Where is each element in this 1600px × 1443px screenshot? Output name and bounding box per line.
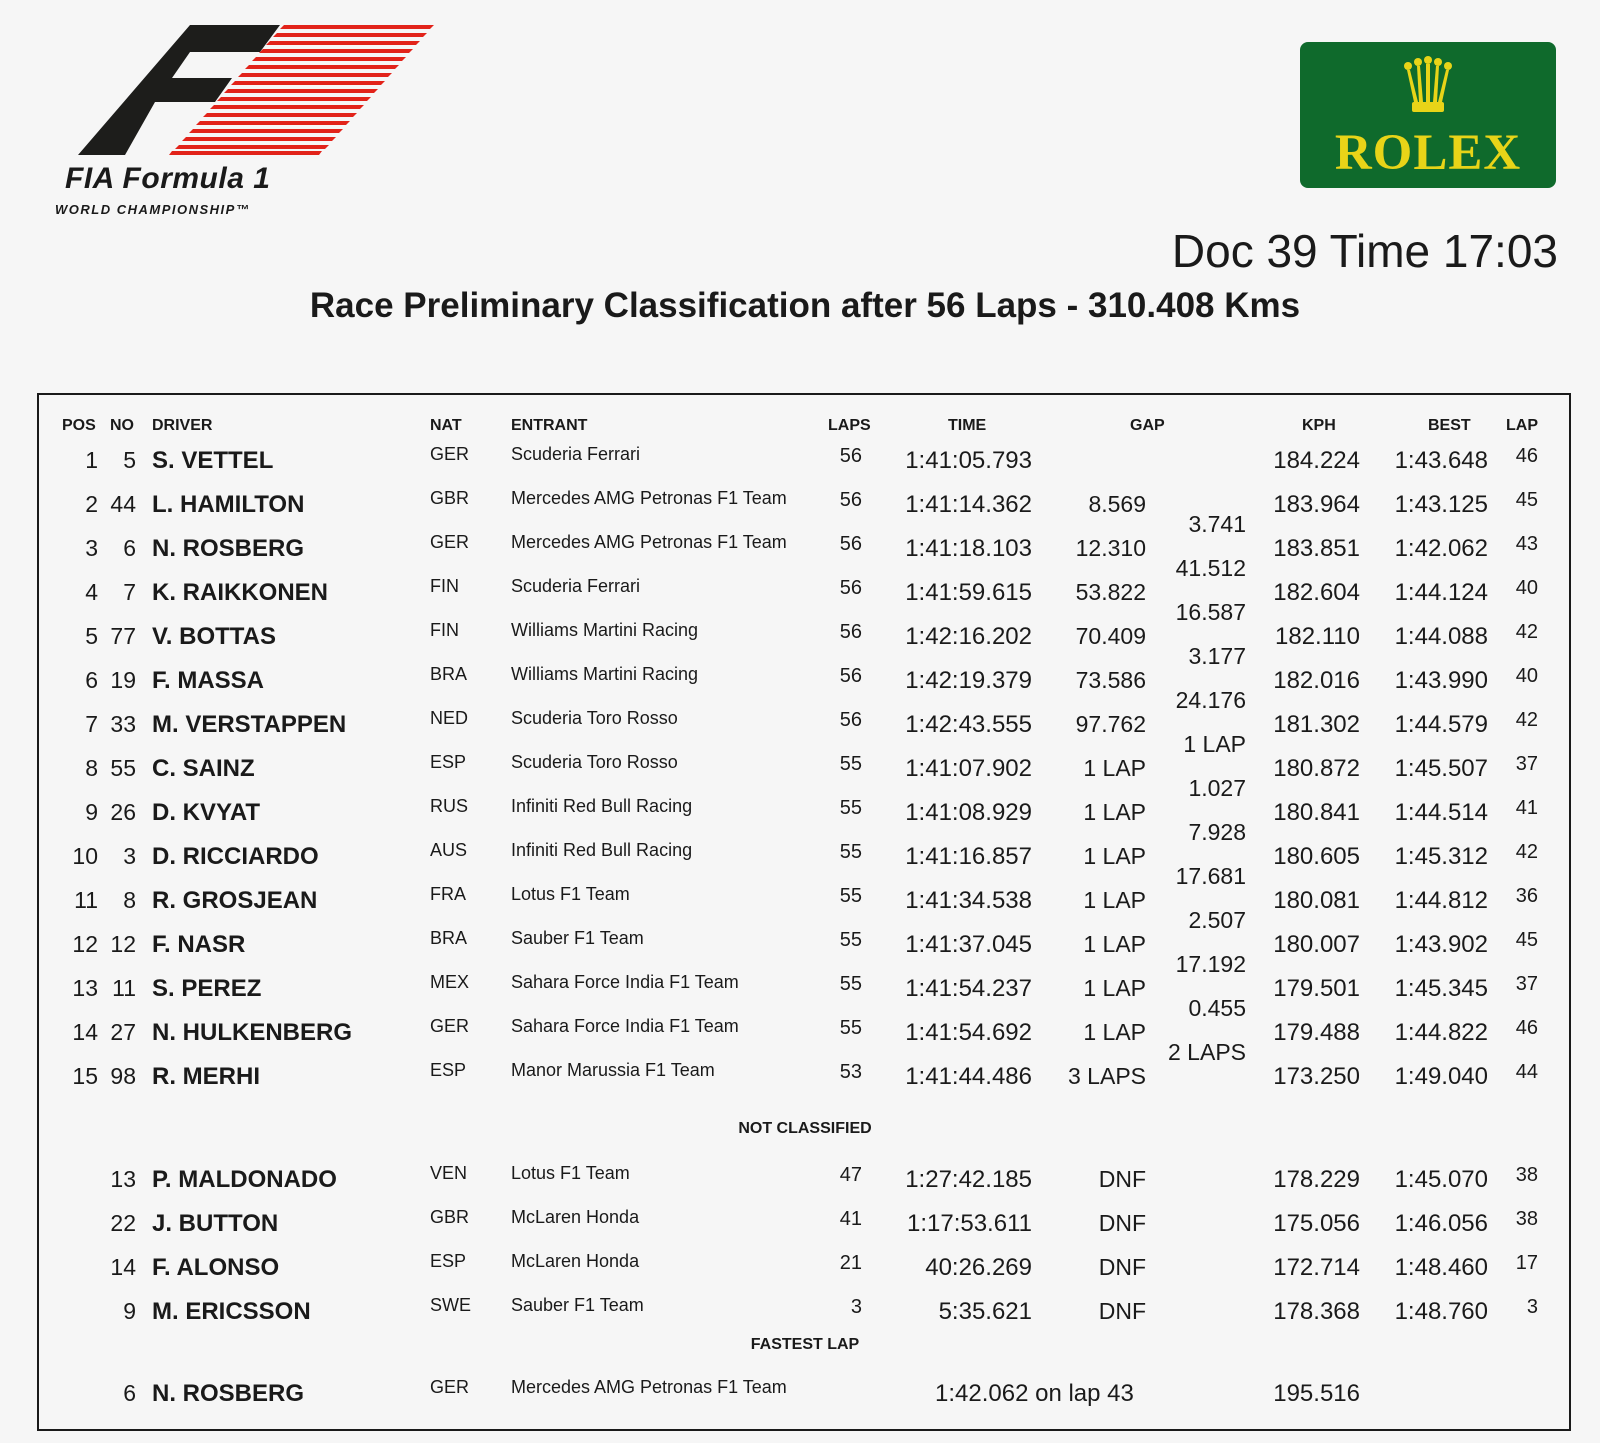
driver-cell: F. ALONSO: [152, 1254, 280, 1281]
gap-cell: 1 LAP: [1083, 1019, 1146, 1045]
best-lap-cell: 1:49.040: [1394, 1063, 1488, 1090]
lap-number-cell: 41: [1515, 797, 1538, 819]
laps-cell: 55: [839, 841, 862, 863]
col-gap-header: GAP: [1130, 417, 1165, 434]
best-lap-cell: 1:48.760: [1394, 1298, 1488, 1325]
interval-cell: 1 LAP: [1183, 731, 1246, 757]
driver-cell: K. RAIKKONEN: [152, 579, 329, 606]
table-row: [0, 837, 1600, 889]
fastest-lap-heading: FASTEST LAP: [750, 1336, 860, 1353]
interval-cell: 41.512: [1175, 555, 1246, 581]
interval-cell: 3.177: [1188, 643, 1246, 669]
entrant-cell: Mercedes AMG Petronas F1 Team: [511, 532, 787, 552]
col-best-header: BEST: [1428, 417, 1471, 434]
lap-number-cell: 42: [1515, 841, 1538, 863]
time-cell: 1:41:05.793: [905, 447, 1032, 474]
nationality-cell: VEN: [430, 1163, 468, 1183]
lap-number-cell: 45: [1515, 489, 1538, 511]
kph-cell: 182.604: [1273, 579, 1360, 606]
kph-cell: 184.224: [1273, 447, 1360, 474]
car-number-cell: 12: [110, 931, 136, 957]
time-cell: 1:42:43.555: [905, 711, 1032, 738]
kph-cell: 182.110: [1275, 623, 1360, 650]
car-number-cell: 5: [123, 447, 136, 473]
gap-cell: DNF: [1098, 1298, 1146, 1324]
driver-cell: N. ROSBERG: [152, 535, 305, 562]
table-row: [0, 617, 1600, 669]
entrant-cell: McLaren Honda: [511, 1207, 640, 1227]
kph-cell: 183.964: [1273, 491, 1360, 518]
not-classified-heading: NOT CLASSIFIED: [738, 1120, 872, 1137]
best-lap-cell: 1:44.124: [1394, 579, 1488, 606]
car-number-cell: 77: [110, 623, 136, 649]
entrant-cell: Scuderia Ferrari: [511, 444, 641, 464]
entrant-cell: Infiniti Red Bull Racing: [511, 796, 693, 816]
best-lap-cell: 1:44.088: [1394, 623, 1488, 650]
best-lap-cell: 1:44.812: [1394, 887, 1488, 914]
nationality-cell: RUS: [430, 796, 469, 816]
time-cell: 1:41:18.103: [905, 535, 1032, 562]
pos-cell: 12: [72, 931, 98, 957]
gap-cell: 70.409: [1075, 623, 1146, 649]
best-lap-cell: 1:43.648: [1394, 447, 1488, 474]
laps-cell: 56: [839, 533, 862, 555]
pos-cell: 8: [85, 755, 98, 781]
gap-cell: 8.569: [1088, 491, 1146, 517]
car-number-cell: 55: [110, 755, 136, 781]
driver-cell: M. ERICSSON: [152, 1298, 311, 1325]
kph-cell: 179.501: [1273, 975, 1360, 1002]
time-cell: 1:41:08.929: [905, 799, 1032, 826]
time-cell: 1:41:54.237: [905, 975, 1032, 1002]
fastest-lap-no: 6: [123, 1380, 136, 1406]
time-cell: 1:41:07.902: [905, 755, 1032, 782]
car-number-cell: 9: [123, 1298, 136, 1324]
table-row: [0, 705, 1600, 757]
interval-cell: 17.681: [1175, 863, 1246, 889]
car-number-cell: 44: [110, 491, 136, 517]
nationality-cell: GER: [430, 444, 470, 464]
nationality-cell: NED: [430, 708, 469, 728]
lap-number-cell: 37: [1515, 753, 1538, 775]
car-number-cell: 98: [110, 1063, 136, 1089]
gap-cell: 12.310: [1075, 535, 1146, 561]
lap-number-cell: 40: [1515, 665, 1538, 687]
gap-cell: 53.822: [1075, 579, 1146, 605]
best-lap-cell: 1:45.070: [1394, 1166, 1488, 1193]
fastest-lap-time: 1:42.062 on lap 43: [935, 1380, 1134, 1407]
nationality-cell: ESP: [430, 1060, 467, 1080]
best-lap-cell: 1:43.902: [1394, 931, 1488, 958]
pos-cell: 4: [85, 579, 98, 605]
table-row: [0, 485, 1600, 537]
entrant-cell: Sahara Force India F1 Team: [511, 972, 739, 992]
lap-number-cell: 40: [1515, 577, 1538, 599]
best-lap-cell: 1:44.822: [1394, 1019, 1488, 1046]
rolex-wordmark: ROLEX: [1334, 125, 1522, 181]
col-lap-header: LAP: [1506, 417, 1538, 434]
gap-cell: 1 LAP: [1083, 755, 1146, 781]
fastest-lap-entrant: Mercedes AMG Petronas F1 Team: [511, 1377, 787, 1397]
col-entrant-header: ENTRANT: [511, 417, 588, 434]
time-cell: 1:41:14.362: [905, 491, 1032, 518]
col-laps-header: LAPS: [828, 417, 871, 434]
interval-cell: 16.587: [1175, 599, 1246, 625]
nationality-cell: ESP: [430, 1251, 467, 1271]
time-cell: 1:41:37.045: [905, 931, 1032, 958]
entrant-cell: Lotus F1 Team: [511, 1163, 630, 1183]
pos-cell: 3: [85, 535, 98, 561]
entrant-cell: Mercedes AMG Petronas F1 Team: [511, 488, 787, 508]
best-lap-cell: 1:48.460: [1394, 1254, 1488, 1281]
gap-cell: 97.762: [1075, 711, 1146, 737]
lap-number-cell: 46: [1515, 445, 1538, 467]
gap-cell: DNF: [1098, 1210, 1146, 1236]
laps-cell: 21: [839, 1252, 862, 1274]
laps-cell: 55: [839, 929, 862, 951]
laps-cell: 55: [839, 973, 862, 995]
laps-cell: 53: [839, 1061, 862, 1083]
driver-cell: R. GROSJEAN: [152, 887, 318, 914]
table-row: [0, 881, 1600, 933]
driver-cell: M. VERSTAPPEN: [152, 711, 347, 738]
driver-cell: R. MERHI: [152, 1063, 260, 1090]
pos-cell: 9: [85, 799, 98, 825]
car-number-cell: 33: [110, 711, 136, 737]
col-pos-header: POS: [62, 417, 96, 434]
laps-cell: 56: [839, 577, 862, 599]
nationality-cell: ESP: [430, 752, 467, 772]
kph-cell: 180.605: [1273, 843, 1360, 870]
gap-cell: DNF: [1098, 1254, 1146, 1280]
table-row: [0, 1160, 1600, 1204]
laps-cell: 55: [839, 885, 862, 907]
entrant-cell: Williams Martini Racing: [511, 664, 699, 684]
table-row: [0, 661, 1600, 713]
driver-cell: L. HAMILTON: [152, 491, 305, 518]
lap-number-cell: 42: [1515, 621, 1538, 643]
time-cell: 1:41:59.615: [905, 579, 1032, 606]
interval-cell: 3.741: [1188, 511, 1246, 537]
entrant-cell: Lotus F1 Team: [511, 884, 630, 904]
col-kph-header: KPH: [1302, 417, 1336, 434]
f1-logo: [50, 20, 450, 225]
best-lap-cell: 1:43.990: [1394, 667, 1488, 694]
time-cell: 1:42:16.202: [905, 623, 1032, 650]
best-lap-cell: 1:42.062: [1394, 535, 1488, 562]
fastest-lap-row: [0, 1374, 1600, 1418]
lap-number-cell: 37: [1515, 973, 1538, 995]
lap-number-cell: 43: [1515, 533, 1538, 555]
kph-cell: 178.229: [1273, 1166, 1360, 1193]
gap-cell: 1 LAP: [1083, 843, 1146, 869]
car-number-cell: 7: [123, 579, 136, 605]
table-row: [0, 1204, 1600, 1248]
entrant-cell: Sauber F1 Team: [511, 928, 644, 948]
entrant-cell: Manor Marussia F1 Team: [511, 1060, 715, 1080]
fastest-lap-kph: 195.516: [1273, 1380, 1360, 1407]
best-lap-cell: 1:44.514: [1394, 799, 1488, 826]
kph-cell: 172.714: [1273, 1254, 1360, 1281]
best-lap-cell: 1:43.125: [1394, 491, 1488, 518]
pos-cell: 11: [74, 887, 98, 913]
pos-cell: 2: [85, 491, 98, 517]
kph-cell: 180.841: [1273, 799, 1360, 826]
entrant-cell: Infiniti Red Bull Racing: [511, 840, 693, 860]
driver-cell: S. PEREZ: [152, 975, 262, 1002]
laps-cell: 55: [839, 797, 862, 819]
f1-logo-subtext: WORLD CHAMPIONSHIP™: [55, 202, 251, 217]
entrant-cell: McLaren Honda: [511, 1251, 640, 1271]
entrant-cell: Scuderia Toro Rosso: [511, 708, 678, 728]
kph-cell: 182.016: [1273, 667, 1360, 694]
gap-cell: 73.586: [1075, 667, 1146, 693]
kph-cell: 178.368: [1273, 1298, 1360, 1325]
driver-cell: D. RICCIARDO: [152, 843, 319, 870]
lap-number-cell: 46: [1515, 1017, 1538, 1039]
driver-cell: F. NASR: [152, 931, 246, 958]
laps-cell: 55: [839, 753, 862, 775]
laps-cell: 55: [839, 1017, 862, 1039]
gap-cell: 1 LAP: [1083, 799, 1146, 825]
nationality-cell: GBR: [430, 1207, 470, 1227]
kph-cell: 181.302: [1273, 711, 1360, 738]
nationality-cell: MEX: [430, 972, 470, 992]
car-number-cell: 3: [123, 843, 136, 869]
nationality-cell: SWE: [430, 1295, 472, 1315]
crown-icon: [1402, 56, 1454, 116]
lap-number-cell: 38: [1515, 1164, 1538, 1186]
nationality-cell: GER: [430, 532, 470, 552]
table-row: [0, 793, 1600, 845]
pos-cell: 14: [72, 1019, 98, 1045]
car-number-cell: 13: [110, 1166, 136, 1192]
nationality-cell: GBR: [430, 488, 470, 508]
col-time-header: TIME: [948, 417, 987, 434]
car-number-cell: 26: [110, 799, 136, 825]
driver-cell: C. SAINZ: [152, 755, 255, 782]
time-cell: 1:27:42.185: [905, 1166, 1032, 1193]
rolex-logo: [1300, 42, 1556, 188]
best-lap-cell: 1:45.507: [1394, 755, 1488, 782]
entrant-cell: Scuderia Toro Rosso: [511, 752, 678, 772]
driver-cell: P. MALDONADO: [152, 1166, 337, 1193]
pos-cell: 10: [72, 843, 98, 869]
driver-cell: J. BUTTON: [152, 1210, 279, 1237]
interval-cell: 24.176: [1175, 687, 1246, 713]
car-number-cell: 14: [110, 1254, 136, 1280]
nationality-cell: BRA: [430, 664, 468, 684]
nationality-cell: BRA: [430, 928, 468, 948]
car-number-cell: 27: [110, 1019, 136, 1045]
table-row: [0, 529, 1600, 581]
kph-cell: 180.081: [1273, 887, 1360, 914]
nationality-cell: AUS: [430, 840, 468, 860]
nationality-cell: FRA: [430, 884, 466, 904]
lap-number-cell: 17: [1515, 1252, 1538, 1274]
kph-cell: 180.872: [1273, 755, 1360, 782]
time-cell: 1:17:53.611: [906, 1210, 1032, 1237]
pos-cell: 6: [85, 667, 98, 693]
kph-cell: 175.056: [1273, 1210, 1360, 1237]
driver-cell: F. MASSA: [152, 667, 265, 694]
doc-number-time: Doc 39 Time 17:03: [1171, 225, 1558, 277]
laps-cell: 56: [839, 665, 862, 687]
laps-cell: 56: [839, 445, 862, 467]
lap-number-cell: 44: [1515, 1061, 1538, 1083]
f1-logo-text: FIA Formula 1: [65, 162, 271, 195]
interval-cell: 7.928: [1188, 819, 1246, 845]
time-cell: 1:41:54.692: [905, 1019, 1032, 1046]
entrant-cell: Williams Martini Racing: [511, 620, 699, 640]
laps-cell: 56: [839, 489, 862, 511]
page-title: Race Preliminary Classification after 56 Laps - 310.408 Kms: [309, 286, 1301, 325]
time-cell: 1:41:34.538: [905, 887, 1032, 914]
fastest-lap-nat: GER: [430, 1377, 470, 1397]
pos-cell: 1: [85, 447, 98, 473]
pos-cell: 15: [72, 1063, 98, 1089]
car-number-cell: 8: [123, 887, 136, 913]
col-no-header: NO: [110, 417, 134, 434]
time-cell: 1:42:19.379: [905, 667, 1032, 694]
entrant-cell: Sahara Force India F1 Team: [511, 1016, 739, 1036]
gap-cell: 1 LAP: [1083, 975, 1146, 1001]
kph-cell: 173.250: [1273, 1063, 1360, 1090]
car-number-cell: 6: [123, 535, 136, 561]
time-cell: 1:41:16.857: [905, 843, 1032, 870]
driver-cell: N. HULKENBERG: [152, 1019, 353, 1046]
time-cell: 40:26.269: [925, 1254, 1032, 1281]
interval-cell: 0.455: [1188, 995, 1246, 1021]
laps-cell: 41: [839, 1208, 862, 1230]
laps-cell: 3: [850, 1296, 862, 1318]
entrant-cell: Scuderia Ferrari: [511, 576, 641, 596]
pos-cell: 5: [85, 623, 98, 649]
car-number-cell: 11: [112, 975, 136, 1001]
table-row: [0, 441, 1600, 485]
driver-cell: D. KVYAT: [152, 799, 261, 826]
driver-cell: S. VETTEL: [152, 447, 274, 474]
pos-cell: 13: [72, 975, 98, 1001]
table-row: [0, 1013, 1600, 1065]
gap-cell: 3 LAPS: [1068, 1063, 1146, 1089]
gap-cell: DNF: [1098, 1166, 1146, 1192]
kph-cell: 180.007: [1273, 931, 1360, 958]
lap-number-cell: 36: [1515, 885, 1538, 907]
laps-cell: 56: [839, 709, 862, 731]
table-row: [0, 925, 1600, 977]
car-number-cell: 22: [110, 1210, 136, 1236]
entrant-cell: Sauber F1 Team: [511, 1295, 644, 1315]
driver-cell: V. BOTTAS: [152, 623, 277, 650]
table-row: [0, 1057, 1600, 1101]
best-lap-cell: 1:45.312: [1394, 843, 1488, 870]
time-cell: 5:35.621: [938, 1298, 1032, 1325]
laps-cell: 47: [839, 1164, 862, 1186]
table-row: [0, 573, 1600, 625]
lap-number-cell: 45: [1515, 929, 1538, 951]
lap-number-cell: 3: [1526, 1296, 1538, 1318]
kph-cell: 179.488: [1273, 1019, 1360, 1046]
nationality-cell: FIN: [430, 620, 459, 640]
col-nat-header: NAT: [430, 417, 462, 434]
lap-number-cell: 38: [1515, 1208, 1538, 1230]
fastest-lap-driver: N. ROSBERG: [152, 1380, 305, 1407]
time-cell: 1:41:44.486: [905, 1063, 1032, 1090]
best-lap-cell: 1:45.345: [1394, 975, 1488, 1002]
best-lap-cell: 1:44.579: [1394, 711, 1488, 738]
nationality-cell: FIN: [430, 576, 459, 596]
best-lap-cell: 1:46.056: [1394, 1210, 1488, 1237]
kph-cell: 183.851: [1273, 535, 1360, 562]
nationality-cell: GER: [430, 1016, 470, 1036]
laps-cell: 56: [839, 621, 862, 643]
interval-cell: 1.027: [1188, 775, 1246, 801]
col-driver-header: DRIVER: [152, 417, 213, 434]
interval-cell: 17.192: [1175, 951, 1246, 977]
car-number-cell: 19: [110, 667, 136, 693]
table-row: [0, 1292, 1600, 1336]
table-row: [0, 969, 1600, 1021]
pos-cell: 7: [85, 711, 98, 737]
interval-cell: 2.507: [1188, 907, 1246, 933]
gap-cell: 1 LAP: [1083, 931, 1146, 957]
interval-cell: 2 LAPS: [1168, 1039, 1246, 1065]
lap-number-cell: 42: [1515, 709, 1538, 731]
table-row: [0, 749, 1600, 801]
table-row: [0, 1248, 1600, 1292]
gap-cell: 1 LAP: [1083, 887, 1146, 913]
